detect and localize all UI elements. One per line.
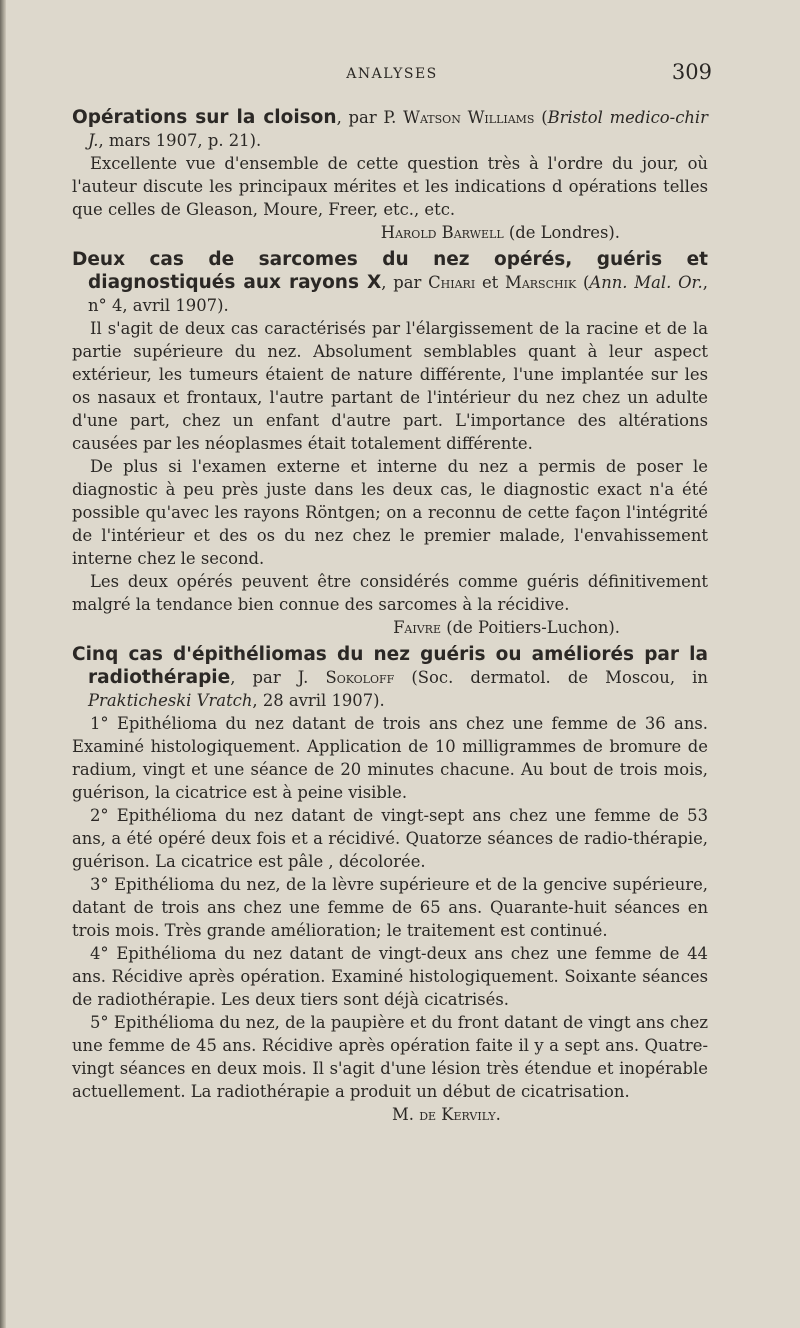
article-author-2: Marschik — [505, 273, 577, 292]
page-spine-shadow — [0, 0, 6, 1328]
article-paragraph: Il s'agit de deux cas caractérisés par l'élargissement de la racine et de la partie supérieure du nez. Absolument semblables quant à leur aspect extérieur, les tumeurs étaient de nature différente, l'une implantée sur les os nasaux et frontaux, l'autre partant de l'intérieur du nez chez un adulte d'une part, chez un enfant d'autre part. L'importance des altérations causées par les néoplasmes était totalement différente. — [72, 319, 708, 453]
reviewer-signature — [72, 221, 708, 244]
article-author: Chiari — [428, 273, 476, 292]
byline-text: , par P. — [336, 108, 404, 127]
case-paragraph: 2° Epithélioma du nez datant de vingt-sept ans chez une femme de 53 ans, a été opéré deux fois et a récidivé. Quatorze séances de radio-thérapie, guérison. La cicatrice est pâle , décolorée. — [72, 806, 708, 871]
article-title: Cinq cas d'épithéliomas du nez guéris ou améliorés par la radiothérapie — [72, 644, 708, 688]
article-3 — [72, 643, 708, 1126]
reviewer-name: Harold Barwell — [380, 223, 504, 242]
article-2 — [72, 248, 708, 639]
source-open: (Soc. dermatol. de Moscou, in — [394, 668, 708, 687]
article-author: Sokoloff — [325, 668, 395, 687]
case-paragraph: 4° Epithélioma du nez datant de vingt-deux ans chez une femme de 44 ans. Récidive après opération. Examiné histologiquement. Soixante séances de radiothérapie. Les deux tiers sont déjà cicatrisés. — [72, 944, 708, 1009]
reviewer-name: M. de Kervily. — [392, 1105, 501, 1124]
reviewer-location: (de Poitiers-Luchon). — [440, 618, 620, 637]
article-title: Opérations sur la cloison — [72, 107, 337, 128]
byline-text: , par J. — [230, 668, 326, 687]
article-source: Ann. Mal. Or. — [589, 273, 703, 292]
article-title-line — [72, 643, 708, 712]
running-title: ANALYSES — [346, 66, 438, 82]
article-paragraph: De plus si l'examen externe et interne du nez a permis de poser le diagnostic à peu près juste dans les deux cas, le diagnostic exact n'a été possible qu'avec les rayons Röntgen; on a reconnu de cette façon l'intégrité de l'intérieur et des os du nez chez le premier malade, l'envahissement interne chez le second. — [72, 457, 708, 568]
article-source: Bristol medico-chir J. — [88, 108, 709, 150]
source-details: , 28 avril 1907). — [252, 691, 385, 710]
page-header — [72, 60, 712, 88]
source-open: ( — [534, 108, 548, 127]
article-paragraph: Les deux opérés peuvent être considérés comme guéris définitivement malgré la tendance bien connue des sarcomes à la récidive. — [72, 572, 708, 614]
article-title-line — [72, 106, 708, 152]
case-paragraph: 3° Epithélioma du nez, de la lèvre supérieure et de la gencive supérieure, datant de trois ans chez une femme de 65 ans. Quarante-huit séances en trois mois. Très grande amélioration; le traitement est continué. — [72, 875, 708, 940]
reviewer-location: (de Londres). — [503, 223, 620, 242]
source-open: ( — [576, 273, 590, 292]
page-number: 309 — [671, 60, 712, 84]
page-content — [72, 106, 708, 1130]
article-1 — [72, 106, 708, 244]
article-source: Prakticheski Vratch — [88, 691, 253, 710]
author-join: et — [475, 273, 506, 292]
article-title: Deux cas de sarcomes du nez opérés, guéris et diagnostiqués aux rayons X — [72, 249, 708, 293]
case-paragraph: 1° Epithélioma du nez datant de trois ans chez une femme de 36 ans. Examiné histologiquement. Application de 10 milligrammes de bromure de radium, vingt et une séance de 20 minutes chacune. Au bout de trois mois, guérison, la cicatrice est à peine visible. — [72, 714, 708, 802]
source-details: , mars 1907, p. 21). — [98, 131, 262, 150]
reviewer-name: Faivre — [393, 618, 441, 637]
article-title-line — [72, 248, 708, 317]
byline-text: , par — [381, 273, 429, 292]
source-details: , n° 4, avril 1907). — [88, 273, 708, 315]
reviewer-signature — [72, 616, 708, 639]
article-author: Watson Williams — [403, 108, 535, 127]
reviewer-signature — [72, 1103, 708, 1126]
article-paragraph: Excellente vue d'ensemble de cette question très à l'ordre du jour, où l'auteur discute les principaux mérites et les indications d opérations telles que celles de Gleason, Moure, Freer, etc., etc. — [72, 154, 708, 219]
case-paragraph: 5° Epithélioma du nez, de la paupière et du front datant de vingt ans chez une femme de 45 ans. Récidive après opération faite il y a sept ans. Quatre-vingt séances en deux mois. Il s'agit d'une lésion très étendue et inopérable actuellement. La radiothérapie a produit un début de cicatrisation. — [72, 1013, 708, 1101]
